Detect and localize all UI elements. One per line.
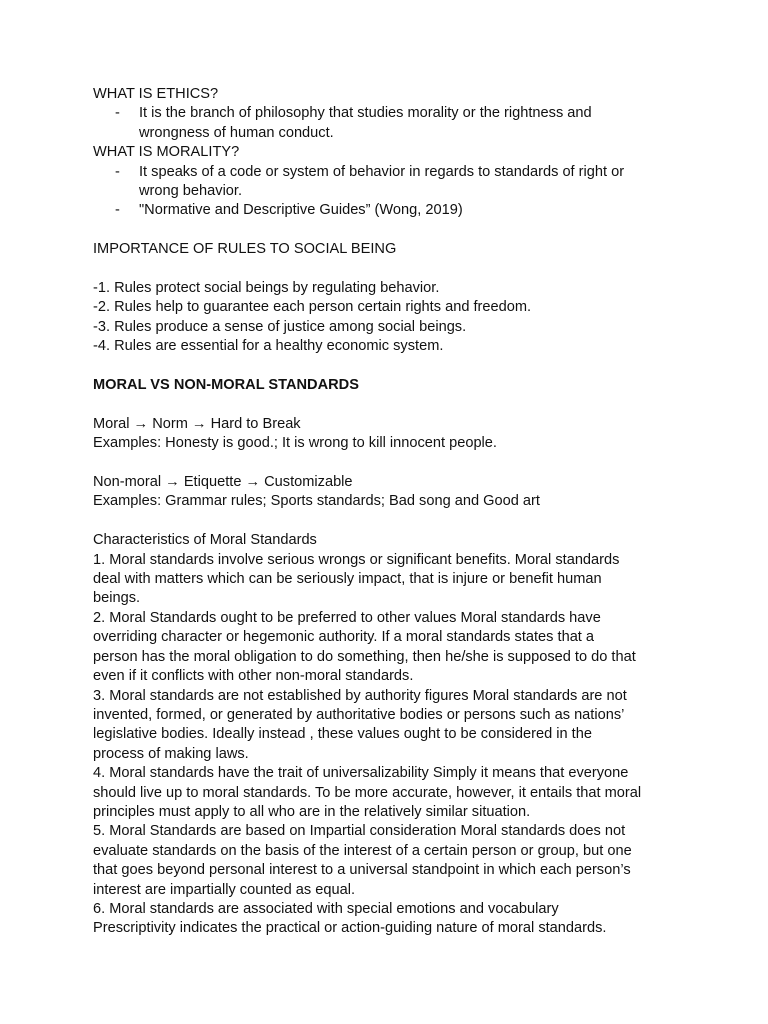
- spacer: [93, 357, 693, 376]
- characteristics-heading: Characteristics of Moral Standards: [93, 532, 317, 549]
- spacer: [93, 454, 693, 473]
- morality-bullet-2: [93, 201, 693, 220]
- characteristics-line: even if it conflicts with other non-moral standards.: [93, 668, 414, 685]
- rules-item-2: -2. Rules help to guarantee each person certain rights and freedom.: [93, 299, 532, 316]
- morality-bullet-1-line-1: It speaks of a code or system of behavior in regards to standards of right or: [139, 163, 625, 180]
- ethics-heading: WHAT IS ETHICS?: [93, 86, 219, 102]
- nonmoral-definition: Non-moral → Etiquette → Customizable: [93, 474, 353, 491]
- characteristics-line: 2. Moral Standards ought to be preferred to other values Moral standards have: [93, 609, 601, 626]
- rules-item-4: -4. Rules are essential for a healthy economic system.: [93, 338, 444, 355]
- characteristics-line: interest are impartially counted as equal.: [93, 881, 356, 898]
- spacer: [93, 512, 693, 531]
- characteristics-line: person has the moral obligation to do something, then he/she is supposed to do that: [93, 648, 636, 665]
- characteristics-line: deal with matters which can be seriously impact, that is injure or benefit human: [93, 571, 602, 588]
- characteristics-line: should live up to moral standards. To be more accurate, however, it entails that moral: [93, 784, 642, 801]
- standards-heading: MORAL VS NON-MORAL STANDARDS: [93, 377, 359, 394]
- rules-item-1: -1. Rules protect social beings by regulating behavior.: [93, 280, 440, 297]
- characteristics-line: principles must apply to all who are in the relatively similar situation.: [93, 803, 531, 820]
- characteristics-line: evaluate standards on the basis of the interest of a certain person or group, but one: [93, 842, 632, 859]
- morality-bullet-1: [93, 163, 693, 202]
- morality-bullet-2-line-1: "Normative and Descriptive Guides” (Wong, 2019): [139, 202, 463, 219]
- characteristics-line: 5. Moral Standards are based on Impartial consideration Moral standards does not: [93, 823, 626, 840]
- spacer: [93, 395, 693, 414]
- moral-definition: Moral → Norm → Hard to Break: [93, 415, 301, 432]
- bullet-dash: -: [115, 105, 120, 122]
- characteristics-line: Prescriptivity indicates the practical or action-guiding nature of moral standards.: [93, 920, 607, 937]
- document-page: [93, 85, 693, 939]
- ethics-bullet-1: [93, 104, 693, 143]
- characteristics-line: 6. Moral standards are associated with special emotions and vocabulary: [93, 900, 559, 917]
- characteristics-line: 1. Moral standards involve serious wrongs or significant benefits. Moral standards: [93, 551, 620, 568]
- moral-examples: Examples: Honesty is good.; It is wrong to kill innocent people.: [93, 435, 497, 452]
- nonmoral-examples: Examples: Grammar rules; Sports standards; Bad song and Good art: [93, 493, 540, 510]
- characteristics-line: invented, formed, or generated by authoritative bodies or persons such as nations’: [93, 706, 625, 723]
- rules-item-3: -3. Rules produce a sense of justice among social beings.: [93, 318, 467, 335]
- ethics-bullet-1-line-1: It is the branch of philosophy that studies morality or the rightness and: [139, 105, 592, 122]
- characteristics-line: legislative bodies. Ideally instead , these values ought to be considered in the: [93, 726, 592, 743]
- bullet-dash: -: [115, 163, 120, 180]
- spacer: [93, 260, 693, 279]
- rules-heading: IMPORTANCE OF RULES TO SOCIAL BEING: [93, 241, 397, 258]
- characteristics-line: process of making laws.: [93, 745, 249, 762]
- characteristics-line: 3. Moral standards are not established by authority figures Moral standards are not: [93, 687, 627, 704]
- characteristics-line: beings.: [93, 590, 141, 607]
- characteristics-line: overriding character or hegemonic authority. If a moral standards states that a: [93, 629, 595, 646]
- morality-heading: WHAT IS MORALITY?: [93, 144, 240, 161]
- morality-bullet-1-line-2: wrong behavior.: [139, 183, 243, 200]
- spacer: [93, 221, 693, 240]
- characteristics-line: 4. Moral standards have the trait of universalizability Simply it means that everyone: [93, 765, 629, 782]
- ethics-bullet-1-line-2: wrongness of human conduct.: [139, 124, 334, 141]
- characteristics-line: that goes beyond personal interest to a universal standpoint in which each person’s: [93, 862, 631, 879]
- bullet-dash: -: [115, 202, 120, 219]
